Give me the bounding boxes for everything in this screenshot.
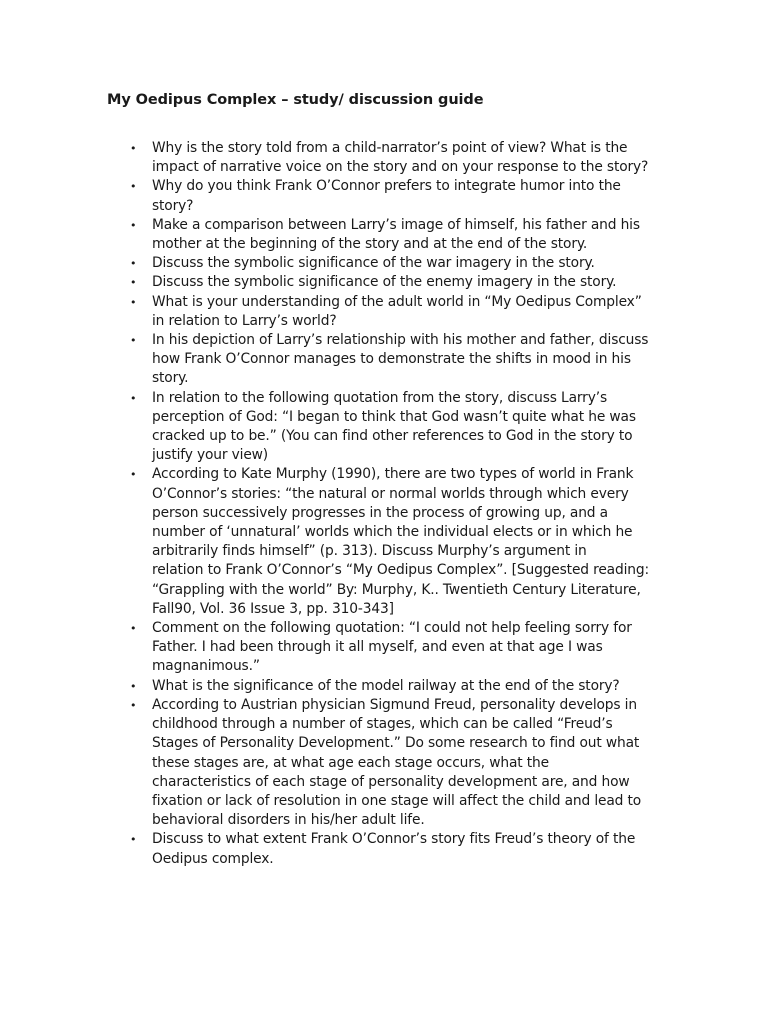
- question-text-line: “Grappling with the world” By: Murphy, K.. Twentieth Century Literature,: [152, 581, 641, 598]
- question-text-line: story.: [152, 370, 189, 387]
- question-text-line: impact of narrative voice on the story and on your response to the story?: [152, 159, 649, 176]
- bullet-icon: •: [130, 276, 137, 290]
- bullet-icon: •: [130, 218, 137, 232]
- discussion-question-item: [130, 293, 672, 331]
- document-title: My Oedipus Complex – study/ discussion guide: [107, 92, 484, 108]
- discussion-question-item: [130, 677, 672, 696]
- question-text-line: Stages of Personality Development.” Do some research to find out what: [152, 735, 640, 752]
- bullet-icon: •: [130, 391, 137, 405]
- question-text-line: According to Kate Murphy (1990), there are two types of world in Frank: [152, 466, 634, 483]
- question-text-line: mother at the beginning of the story and at the end of the story.: [152, 236, 588, 253]
- question-text-line: Why is the story told from a child-narrator’s point of view? What is the: [152, 140, 628, 156]
- discussion-question-item: [130, 619, 672, 677]
- discussion-question-item: [130, 389, 672, 466]
- question-text-line: these stages are, at what age each stage occurs, what the: [152, 754, 549, 771]
- question-text-line: Why do you think Frank O’Connor prefers to integrate humor into the: [152, 178, 621, 195]
- question-text-line: behavioral disorders in his/her adult life.: [152, 812, 425, 829]
- discussion-question-item: [130, 177, 672, 215]
- question-text-line: fixation or lack of resolution in one stage will affect the child and lead to: [152, 792, 642, 809]
- question-text-line: Discuss the symbolic significance of the enemy imagery in the story.: [152, 274, 617, 291]
- discussion-question-item: [130, 696, 672, 830]
- question-text-line: Make a comparison between Larry’s image of himself, his father and his: [152, 216, 640, 233]
- discussion-question-item: [130, 254, 672, 273]
- bullet-icon: •: [130, 679, 137, 693]
- bullet-icon: •: [130, 180, 137, 194]
- question-text-line: cracked up to be.” (You can find other references to God in the story to: [152, 428, 633, 445]
- discussion-question-item: [130, 216, 672, 254]
- question-text-line: childhood through a number of stages, which can be called “Freud’s: [152, 716, 613, 733]
- discussion-question-item: [130, 830, 672, 868]
- question-text-line: Discuss the symbolic significance of the war imagery in the story.: [152, 255, 595, 272]
- discussion-question-item: [130, 465, 672, 619]
- question-text-line: number of ‘unnatural’ worlds which the individual elects or in which he: [152, 524, 633, 541]
- question-text-line: story?: [152, 197, 194, 214]
- question-text-line: in relation to Larry’s world?: [152, 312, 337, 329]
- question-text-line: In relation to the following quotation from the story, discuss Larry’s: [152, 389, 607, 406]
- question-text-line: characteristics of each stage of personality development are, and how: [152, 773, 630, 790]
- question-text-line: justify your view): [152, 447, 269, 464]
- question-text-line: Father. I had been through it all myself, and even at that age I was: [152, 639, 603, 656]
- question-text-line: What is your understanding of the adult world in “My Oedipus Complex”: [152, 293, 642, 310]
- question-text-line: According to Austrian physician Sigmund Freud, personality develops in: [152, 696, 637, 713]
- bullet-icon: •: [130, 622, 137, 636]
- question-text-line: person successively progresses in the process of growing up, and a: [152, 504, 608, 521]
- bullet-icon: •: [130, 142, 137, 155]
- question-text-line: Discuss to what extent Frank O’Connor’s story fits Freud’s theory of the: [152, 831, 636, 848]
- discussion-question-item: [130, 139, 672, 177]
- question-text-line: perception of God: “I began to think that God wasn’t quite what he was: [152, 408, 636, 425]
- bullet-icon: •: [130, 295, 137, 309]
- question-text-line: how Frank O’Connor manages to demonstrate the shifts in mood in his: [152, 351, 631, 368]
- bullet-icon: •: [130, 833, 137, 847]
- question-text-line: Comment on the following quotation: “I could not help feeling sorry for: [152, 620, 632, 637]
- bullet-icon: •: [130, 698, 137, 712]
- bullet-icon: •: [130, 468, 137, 482]
- question-text-line: Fall90, Vol. 36 Issue 3, pp. 310-343]: [152, 600, 394, 617]
- discussion-question-item: [130, 273, 672, 292]
- question-text-line: relation to Frank O’Connor’s “My Oedipus Complex”. [Suggested reading:: [152, 562, 649, 579]
- question-text-line: In his depiction of Larry’s relationship with his mother and father, discuss: [152, 332, 649, 349]
- question-text-line: What is the significance of the model railway at the end of the story?: [152, 677, 620, 694]
- discussion-question-list: [130, 139, 672, 869]
- question-text-line: Oedipus complex.: [152, 850, 274, 867]
- question-text-line: arbitrarily finds himself” (p. 313). Discuss Murphy’s argument in: [152, 543, 587, 560]
- bullet-icon: •: [130, 334, 137, 348]
- bullet-icon: •: [130, 257, 137, 271]
- question-text-line: magnanimous.”: [152, 658, 260, 675]
- question-text-line: O’Connor’s stories: “the natural or normal worlds through which every: [152, 485, 629, 502]
- discussion-question-item: [130, 331, 672, 389]
